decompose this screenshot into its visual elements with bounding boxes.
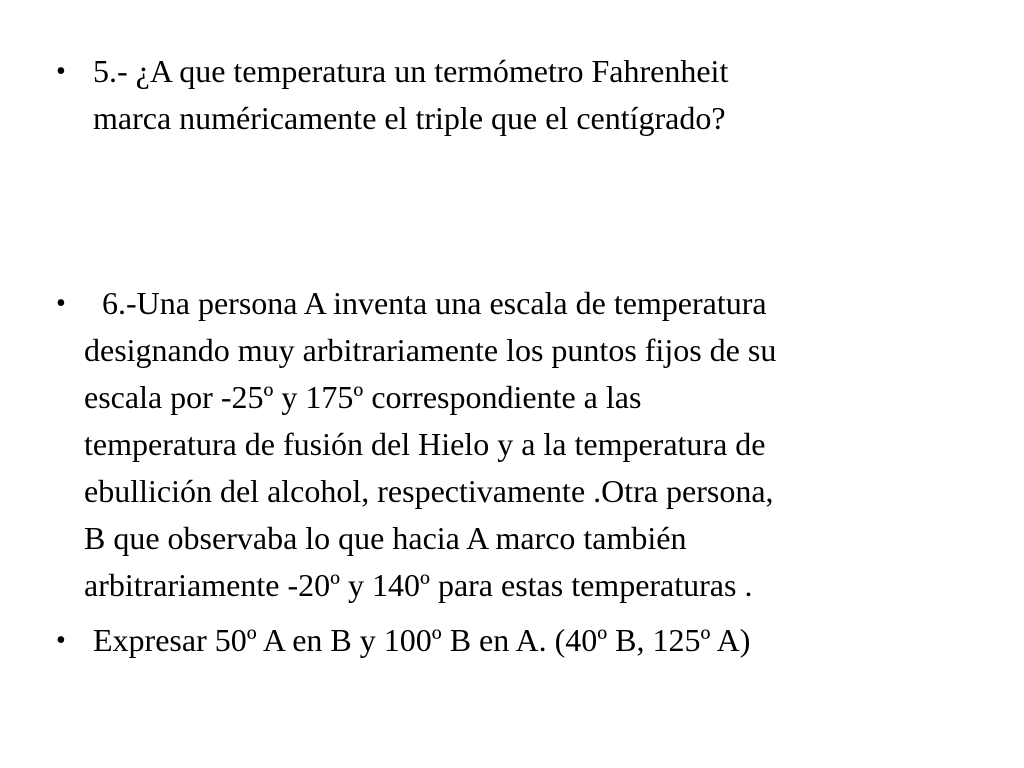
bullet-item-question-6 (56, 280, 996, 609)
bullet-item-exercise-answer (56, 617, 996, 664)
bullet-icon: • (56, 625, 66, 656)
text-line: Expresar 50º A en B y 100º B en A. (40º B, 125º A) (93, 622, 751, 658)
text-line: escala por -25º y 175º correspondiente a las (84, 379, 642, 415)
bullet-list (56, 48, 996, 664)
bullet-text (84, 280, 996, 609)
text-line: arbitrariamente -20º y 140º para estas temperaturas . (84, 567, 753, 603)
text-line: B que observaba lo que hacia A marco también (84, 520, 687, 556)
text-line: designando muy arbitrariamente los puntos fijos de su (84, 332, 777, 368)
bullet-text (93, 617, 996, 664)
bullet-icon: • (56, 288, 66, 319)
text-line: 5.- ¿A que temperatura un termómetro Fahrenheit (93, 53, 729, 89)
bullet-icon: • (56, 56, 66, 87)
text-line: ebullición del alcohol, respectivamente .Otra persona, (84, 473, 774, 509)
text-line: temperatura de fusión del Hielo y a la temperatura de (84, 426, 766, 462)
bullet-item-question-5 (56, 48, 996, 142)
text-line: marca numéricamente el triple que el centígrado? (93, 100, 726, 136)
text-line: 6.-Una persona A inventa una escala de temperatura (102, 285, 767, 321)
bullet-text (93, 48, 996, 142)
